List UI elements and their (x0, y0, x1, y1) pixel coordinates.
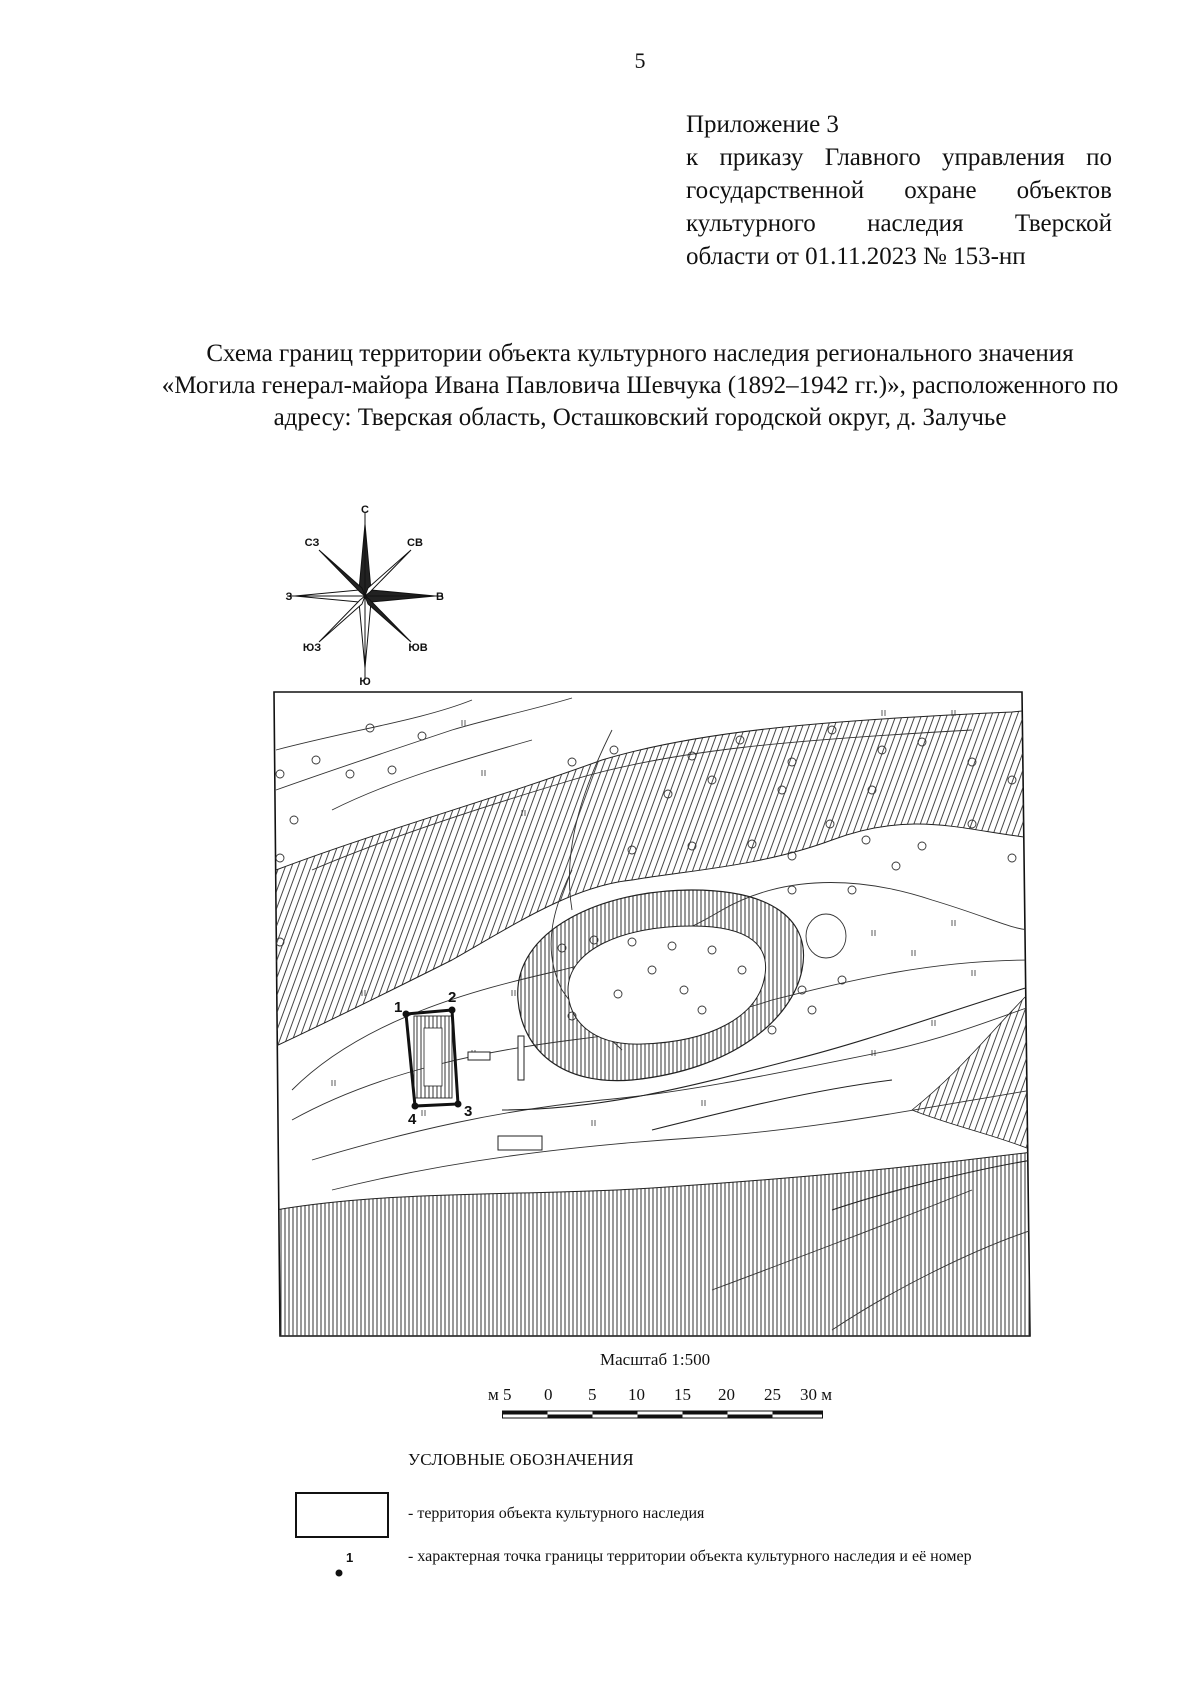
scheme-title: Схема границ территории объекта культурного наследия регионального значения «Могила генерал-майора Ивана Павловича Шевчука (1892–1942 гг.)», расположенного по адресу: Тверская область, Осташковский городской округ, д. Залучье (161, 340, 1119, 431)
appendix-line-3: государственной охране объектов (686, 177, 1112, 204)
boundary-point-1-label: 1 (394, 999, 403, 1016)
appendix-line-4: культурного наследия Тверской (686, 210, 1112, 237)
boundary-point-3-label: 3 (464, 1103, 473, 1120)
compass-label-ne: СВ (407, 537, 423, 549)
scale-tick-label: 30 м (800, 1385, 833, 1404)
scale-tick-label: 10 (628, 1385, 645, 1404)
compass-label-n: С (361, 504, 369, 516)
appendix-line-2: к приказу Главного управления по (686, 144, 1112, 171)
legend-territory-text: - территория объекта культурного наследия (408, 1505, 705, 1522)
boundary-point-1-marker (403, 1011, 410, 1018)
boundary-point-2-label: 2 (448, 989, 457, 1006)
compass-label-nw: СЗ (304, 537, 320, 549)
scale-tick-label: 25 (764, 1385, 781, 1404)
pit-contour (806, 914, 846, 958)
scale-caption: Масштаб 1:500 (600, 1350, 711, 1369)
legend-point-text: - характерная точка границы территории объекта культурного наследия и её номер (408, 1548, 972, 1565)
compass-label-e: В (436, 591, 444, 603)
scale-tick-label: 15 (674, 1385, 691, 1404)
page-number: 5 (634, 48, 646, 73)
boundary-point-3-marker (455, 1101, 462, 1108)
scale-tick-label: 5 (588, 1385, 597, 1404)
boundary-point-4-label: 4 (408, 1111, 417, 1128)
topographic-map (272, 690, 1032, 1338)
legend-territory-symbol (295, 1492, 389, 1538)
compass-label-se: ЮВ (408, 642, 428, 654)
scale-tick-label: м 5 (488, 1385, 512, 1404)
scale-bar (488, 1385, 838, 1425)
compass-label-sw: ЮЗ (302, 642, 322, 654)
legend-point-number: 1 (346, 1550, 354, 1565)
boundary-point-2-marker (449, 1007, 456, 1014)
compass-label-w: З (285, 591, 293, 603)
appendix-line-5: области от 01.11.2023 № 153-нп (686, 243, 1026, 270)
scale-tick-label: 20 (718, 1385, 735, 1404)
legend-title: УСЛОВНЫЕ ОБОЗНАЧЕНИЯ (408, 1450, 634, 1469)
appendix-line-1: Приложение 3 (686, 111, 839, 138)
appendix-header (686, 108, 1112, 273)
scale-tick-label: 0 (544, 1385, 553, 1404)
grave-site (414, 1016, 452, 1098)
scale-bar-graphic (502, 1409, 838, 1421)
legend-point-symbol (334, 1550, 358, 1580)
boundary-point-4-marker (412, 1103, 419, 1110)
compass-rose (282, 502, 448, 686)
compass-label-s: Ю (359, 676, 371, 686)
